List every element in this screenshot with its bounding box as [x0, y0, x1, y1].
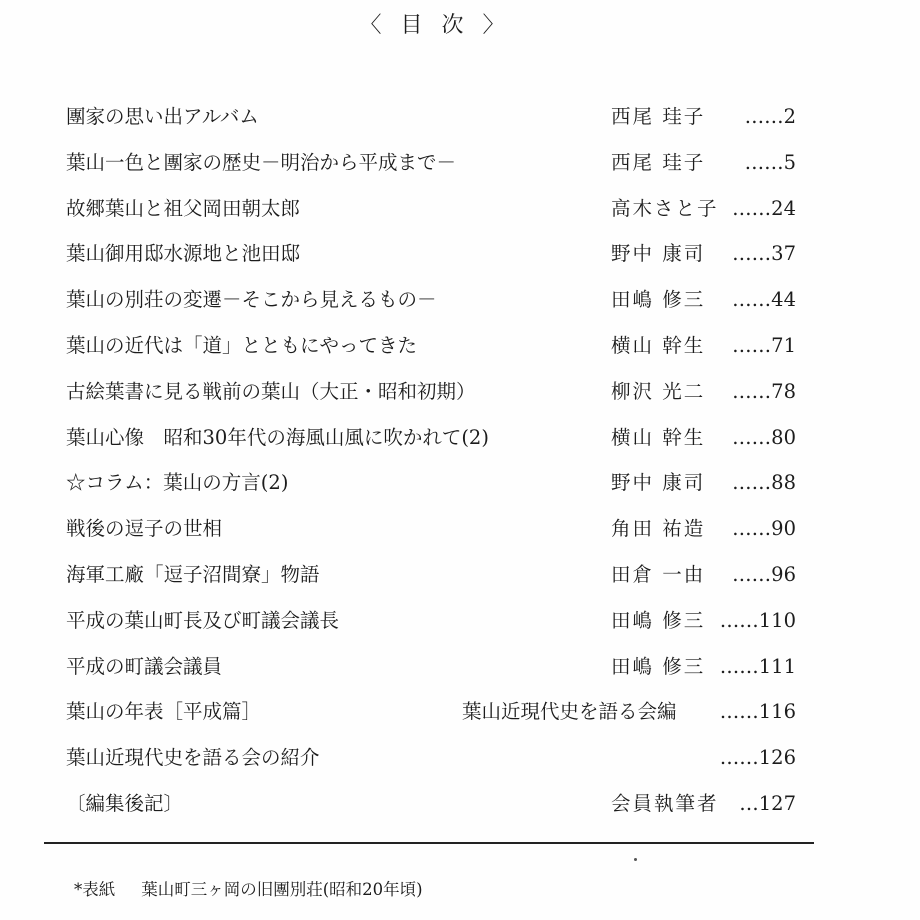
entry-author: 野中 康司: [611, 471, 706, 495]
toc-entry: [66, 279, 806, 325]
entry-author: 西尾 珪子: [611, 105, 706, 128]
toc-entry: [66, 600, 806, 646]
entry-author: 葉山近現代史を語る会編: [462, 700, 677, 724]
toc-entry: [66, 96, 806, 142]
caption-label: *表紙: [74, 880, 116, 899]
entry-author: 田倉 一由: [611, 562, 706, 586]
entry-page: ……37: [732, 242, 796, 266]
entry-page: ……44: [732, 288, 796, 312]
toc-entry: [66, 417, 806, 463]
entry-title: 團家の思い出アルバム: [66, 105, 259, 128]
entry-author: 角田 祐造: [611, 517, 706, 541]
divider-line: [44, 842, 814, 844]
entry-title: 故郷葉山と祖父岡田朝太郎: [66, 196, 301, 220]
entry-page: ……2: [744, 105, 796, 128]
toc-entry: [66, 233, 806, 279]
entry-title: 平成の葉山町長及び町議会議長: [66, 608, 340, 632]
entry-title: 葉山の別荘の変遷－そこから見えるもの－: [66, 288, 437, 312]
entry-title: 葉山心像 昭和30年代の海風山風に吹かれて(2): [66, 425, 489, 449]
entry-title: 海軍工廠「逗子沼間寮」物語: [66, 562, 320, 586]
page-title: 〈 目 次 〉: [359, 13, 511, 38]
entry-title: 平成の町議会議員: [66, 654, 223, 678]
entry-page: …127: [739, 791, 796, 815]
entry-page: ……88: [732, 471, 796, 495]
entry-title: ☆コラム：葉山の方言(2): [66, 471, 289, 495]
entry-title: 葉山の年表［平成篇］: [66, 700, 262, 724]
toc-entry: [66, 646, 806, 692]
toc-entry: [66, 783, 806, 829]
entry-page: ……116: [719, 700, 796, 724]
entry-author: 西尾 珪子: [611, 150, 706, 174]
cover-caption: [74, 876, 423, 900]
toc-entry: [66, 554, 806, 600]
toc-entry: [66, 737, 806, 783]
entry-page: ……111: [719, 654, 796, 678]
entry-author: 横山 幹生: [611, 425, 706, 449]
entry-page: ……96: [732, 562, 796, 586]
toc-entry: [66, 188, 806, 234]
entry-author: 田嶋 修三: [611, 608, 706, 632]
entry-title: 葉山御用邸水源地と池田邸: [66, 242, 301, 266]
entry-author: 田嶋 修三: [611, 288, 706, 312]
table-of-contents: [66, 96, 806, 829]
entry-author: 柳沢 光二: [611, 379, 706, 403]
entry-page: ……24: [732, 196, 796, 220]
toc-entry: [66, 142, 806, 188]
entry-title: 葉山近現代史を語る会の紹介: [66, 746, 320, 770]
entry-page: ……110: [719, 608, 796, 632]
entry-title: 葉山一色と團家の歴史－明治から平成まで－: [66, 150, 457, 174]
entry-author: 野中 康司: [611, 242, 706, 266]
entry-author: 田嶋 修三: [611, 654, 706, 678]
speck-mark: [634, 858, 637, 861]
entry-page: ……126: [719, 746, 796, 770]
caption-text: 葉山町三ヶ岡の旧團別荘(昭和20年頃): [141, 880, 423, 899]
entry-title: 戦後の逗子の世相: [66, 517, 223, 541]
toc-entry: [66, 371, 806, 417]
entry-title: 葉山の近代は「道」とともにやってきた: [66, 333, 418, 357]
entry-page: ……80: [732, 425, 796, 449]
toc-entry: [66, 462, 806, 508]
toc-entry: [66, 508, 806, 554]
entry-page: ……5: [744, 150, 796, 174]
toc-entry: [66, 325, 806, 371]
toc-entry: [66, 691, 806, 737]
entry-page: ……78: [732, 379, 796, 403]
entry-title: 〔編集後記〕: [66, 791, 184, 815]
entry-author: 高木さと子: [611, 196, 719, 220]
entry-page: ……90: [732, 517, 796, 541]
entry-page: ……71: [732, 333, 796, 357]
entry-author: 横山 幹生: [611, 333, 706, 357]
entry-title: 古絵葉書に見る戦前の葉山（大正・昭和初期）: [66, 379, 476, 403]
entry-author: 会員執筆者: [611, 791, 719, 815]
